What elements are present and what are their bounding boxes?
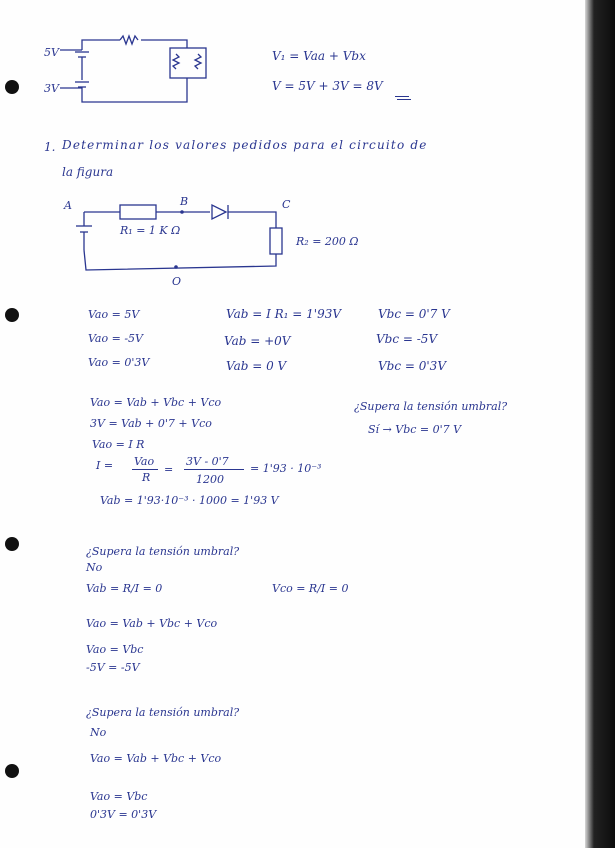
case1-threshold-question: ¿Supera la tensión umbral? [354,400,508,413]
vao-value-1: Vao = 5V [88,308,140,321]
header-source-3v-label: 3V [44,82,59,95]
node-o-label: O [172,275,182,288]
header-equation-2: V = 5V + 3V = 8V [272,79,383,93]
double-underline [395,96,409,97]
node-c-label: C [282,198,291,211]
case2-threshold-question: ¿Supera la tensión umbral? [86,545,240,558]
case1-current-result: = 1'93 · 10⁻³ [250,462,322,475]
case3-kvl: Vao = Vab + Vbc + Vco [90,752,222,765]
vao-value-3: Vao = 0'3V [88,356,150,369]
case2-result: -5V = -5V [86,661,140,674]
case2-threshold-answer: No [86,561,103,574]
case1-frac2-den: 1200 [196,473,224,486]
vbc-value-2: Vbc = -5V [376,332,438,346]
case1-current-lhs: I = [96,459,114,472]
r2-label: R₂ = 200 Ω [296,235,359,248]
vab-value-3: Vab = 0 V [226,359,287,373]
case3-threshold-answer: No [90,726,107,739]
case2-kvl: Vao = Vab + Vbc + Vco [86,617,218,630]
fraction-bar [184,469,244,470]
main-circuit-drawing [76,205,282,270]
vab-value-1: Vab = I R₁ = 1'93V [226,307,342,321]
problem-statement-line1: Determinar los valores pedidos para el circuito de [62,138,428,152]
case1-ohm: Vao = I R [92,438,145,451]
header-circuit-drawing [60,36,206,102]
case2-vco: Vco = R/I = 0 [272,582,349,595]
case3-result: 0'3V = 0'3V [90,808,157,821]
vbc-value-3: Vbc = 0'3V [378,359,446,373]
case1-vab-result: Vab = 1'93·10⁻³ · 1000 = 1'93 V [100,494,279,507]
problem-statement-line2: la figura [62,165,114,179]
case1-kvl-values: 3V = Vab + 0'7 + Vco [90,417,212,430]
case2-vab: Vab = R/I = 0 [86,582,163,595]
case1-kvl: Vao = Vab + Vbc + Vco [90,396,222,409]
case3-vao-vbc: Vao = Vbc [90,790,148,803]
node-b-label: B [180,195,189,208]
case1-eq-sign: = [164,463,174,476]
case3-threshold-question: ¿Supera la tensión umbral? [86,706,240,719]
case1-frac2-num: 3V - 0'7 [186,455,229,468]
fraction-bar [132,469,158,470]
case1-threshold-answer: Sí → Vbc = 0'7 V [368,423,462,436]
case2-vao-vbc: Vao = Vbc [86,643,144,656]
vao-value-2: Vao = -5V [88,332,143,345]
header-source-5v-label: 5V [44,46,59,59]
case1-frac1-den: R [142,471,151,484]
case1-frac1-num: Vao [134,455,155,468]
node-a-label: A [64,199,72,212]
diode-symbol [212,205,226,219]
double-underline [397,99,411,100]
vab-value-2: Vab = +0V [224,334,291,348]
r1-label: R₁ = 1 K Ω [120,224,181,237]
problem-number: 1. [44,140,56,154]
header-equation-1: V₁ = Vaa + Vbx [272,49,366,63]
vbc-value-1: Vbc = 0'7 V [378,307,450,321]
